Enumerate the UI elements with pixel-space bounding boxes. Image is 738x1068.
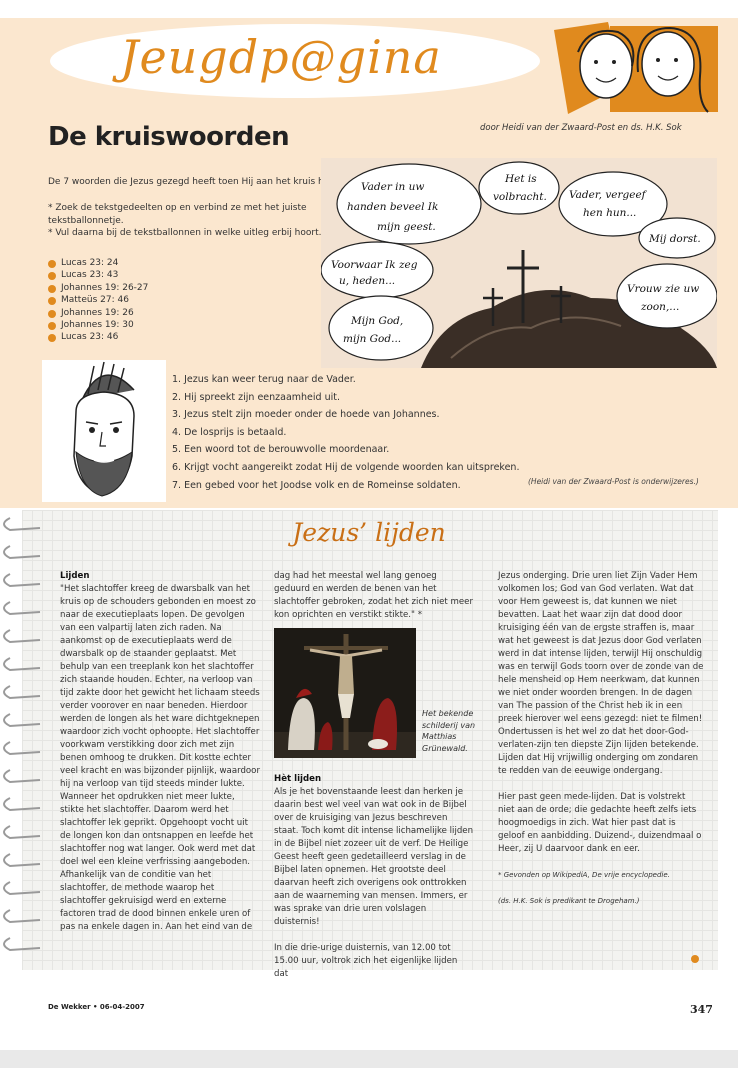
article-paragraph: Als je het bovenstaande leest dan herken je daarin best wel veel van wat ook in de Bijbel over de kruisiging van Jezus beschreven staat. Toch komt dit intense lichamelijke lijden in de Bijbel niet zozeer uit de verf. De Heilige Geest heeft geen gedetailleerd verslag in de Bijbel laten opnemen. Het grootste deel daarvan heeft zich overigens ook onttrokken aan de waarneming van mensen. Immers, er was sprake van drie uren volslagen duisternis! <box>274 787 474 927</box>
list-item: Lucas 23: 43 <box>48 269 148 281</box>
list-item: Johannes 19: 30 <box>48 319 148 331</box>
svg-text:Vader in uw <box>361 181 424 193</box>
bubble-5-line-2: u, heden... <box>339 275 396 287</box>
instruction-2: * Vul daarna bij de tekstballonnen in welke uitleg erbij hoort. <box>48 228 322 238</box>
author-credit-2: (ds. H.K. Sok is predikant te Drogeham.) <box>498 897 640 905</box>
intro-text: De 7 woorden die Jezus gezegd heeft toen Hij aan het kruis hing. <box>48 177 341 187</box>
crucifixion-painting <box>274 628 416 758</box>
article-paragraph: dag had het meestal wel lang genoeg geduurd en werden de benen van het slachtoffer gebroken, zodat het zich niet meer kon oprichten en verstikt stikte." * <box>274 571 473 620</box>
list-item: 5. Een woord tot de berouwvolle moordenaar. <box>172 444 390 456</box>
bubble-5-line-1: Voorwaar Ik zeg <box>331 259 418 271</box>
bubble-2-line-1: Het is <box>505 173 537 185</box>
article-paragraph: Jezus onderging. Drie uren liet Zijn Vader Hem volkomen los; God van God verlaten. Wat dat voor Hem geweest is, dat kunnen we niet bevatten. Laat het waar zijn dat dood door kruisiging één van de ergste straffen is, maar wat het geweest is dat Jezus door God verlaten werd in dat intense lijden, terwijl Hij onschuldig was en terwijl Gods toorn over de zonde van de hele mensheid op Hem neerkwam, dat kunnen we niet onder woorden brengen. In de dagen van The passion of the Christ heb ik in een preek hierover wel eens gezegd: niet te filmen! Ondertussen is het wel zo dat het door-God-verlaten-zijn ten diepste Zijn lijden betekende. Lijden dat Hij vrijwillig onderging om zondaren te redden van de eeuwige ondergang. <box>498 571 704 776</box>
bubble-1-line-2: handen beveel Ik <box>347 201 439 213</box>
list-item: 2. Hij spreekt zijn eenzaamheid uit. <box>172 391 340 403</box>
article-column-3 <box>498 570 704 921</box>
bubble-4-line-1: Mij dorst. <box>649 233 701 245</box>
svg-text:Mij dorst. <box>648 233 701 245</box>
bible-reference-list <box>48 257 148 344</box>
bubble-2-line-2: volbracht. <box>493 191 547 203</box>
svg-text:volbracht. <box>493 191 547 203</box>
source-footnote: * Gevonden op WikipediA, De vrije encyclopedie. <box>498 871 670 879</box>
article-column-1 <box>60 570 260 947</box>
bubble-1-line-3: mijn geest. <box>377 221 436 233</box>
svg-text:mijn God... <box>343 333 401 345</box>
end-mark-dot <box>691 955 699 963</box>
bubble-6-line-2: zoon,... <box>641 301 680 313</box>
svg-text:Vrouw zie uw <box>627 283 699 295</box>
bubble-7-line-2: mijn God... <box>343 333 402 345</box>
list-item: Johannes 19: 26 <box>48 307 148 319</box>
bubble-6-line-1: Vrouw zie uw <box>627 283 700 295</box>
bubble-3-line-2: hen hun... <box>583 207 637 219</box>
page-number: 347 <box>690 1003 713 1016</box>
author-credit: (Heidi van der Zwaard-Post is onderwijzeres.) <box>528 477 699 486</box>
instructions <box>48 202 328 240</box>
byline: door Heidi van der Zwaard-Post en ds. H.K. Sok <box>480 123 682 133</box>
svg-text:Mijn God, <box>350 315 403 327</box>
subheading-het-lijden: Hèt lijden <box>274 774 322 784</box>
instruction-1: * Zoek de tekstgedeelten op en verbind ze met het juiste tekstballonnetje. <box>48 203 307 226</box>
roman-soldier-illustration <box>42 360 166 502</box>
article-paragraph: Hier past geen mede-lijden. Dat is volstrekt niet aan de orde; die gedachte heeft zelfs iets hoogmoedigs in zich. Wat hier past dat is geloof en aanbidding. Duizend-, duizendmaal o Heer, zij U daarvoor dank en eer. <box>498 792 702 854</box>
svg-text:hen hun... <box>583 207 636 219</box>
painting-caption: Het bekende schilderij van Matthias Grünewald. <box>422 709 476 753</box>
svg-text:u, heden... <box>339 275 395 287</box>
list-item: 4. De losprijs is betaald. <box>172 426 287 438</box>
spiral-binding <box>0 510 44 970</box>
svg-text:Het is <box>504 173 537 185</box>
subheading-lijden: Lijden <box>60 571 90 581</box>
crosses-speech-bubbles-illustration <box>321 158 717 368</box>
bottom-band <box>0 1050 738 1068</box>
svg-text:Voorwaar Ik zeg <box>331 259 418 271</box>
bubble-7-line-1: Mijn God, <box>351 315 404 327</box>
bubble-1-line-1: Vader in uw <box>361 181 425 193</box>
list-item: 7. Een gebed voor het Joodse volk en de Romeinse soldaten. <box>172 479 461 491</box>
list-item: 1. Jezus kan weer terug naar de Vader. <box>172 374 356 385</box>
list-item: Johannes 19: 26-27 <box>48 282 148 294</box>
bubble-3-line-1: Vader, vergeef <box>569 189 646 201</box>
list-item: Lucas 23: 46 <box>48 331 148 343</box>
article-paragraph: "Het slachtoffer kreeg de dwarsbalk van het kruis op de schouders gebonden en moest zo naar de executieplaats lopen. De gevolgen van een valpartij laten zich raden. Na aankomst op de executieplaats werd de dwarsbalk op de staander geplaatst. Met behulp van een treeplank kon het slachtoffer zich staande houden. Echter, na verloop van tijd zakte door het gewicht het lichaam steeds verder voorover en naar beneden. Hierdoor werden de longen als het ware dichtgeknepen waardoor zich vocht ophoopte. Het slachtoffer voorkwam verstikking door zich met zijn benen omhoog te drukken. Dit kostte echter veel kracht en was bijzonder pijnlijk, waardoor hij na verloop van tijd steeds minder lukte. Wanneer het opdrukken niet meer lukte, stikte het slachtoffer. Daarom werd het slachtoffer lek geprikt. Opgehoopt vocht uit de longen kon dan ontsnappen en leefde het slachtoffer nog wat langer. Ook werd met dat doel wel een kleine verfrissing aangeboden. Afhankelijk van de conditie van het slachtoffer, de methode waarop het slachtoffer gekruisigd werd en externe factoren trad de dood binnen enkele uren of pas na enkele dagen in. Aan het eind van de <box>60 584 260 932</box>
list-item: Lucas 23: 24 <box>48 257 148 269</box>
masthead-title: Jeugdp@gina <box>120 30 442 84</box>
footer-publication: De Wekker • 06-04-2007 <box>48 1003 145 1011</box>
authors-portrait-illustration <box>548 22 720 114</box>
svg-text:zoon,... <box>640 301 679 313</box>
svg-text:Vader, vergeef <box>569 189 648 201</box>
section-heading-jezus-lijden: Jezus’ lijden <box>292 518 446 547</box>
svg-text:mijn geest. <box>377 221 436 233</box>
article-paragraph: In die drie-urige duisternis, van 12.00 tot 15.00 uur, voltrok zich het eigenlijke lijden dat <box>274 943 458 979</box>
article-column-2-lower <box>274 773 474 994</box>
article-column-2 <box>274 570 474 635</box>
list-item: 6. Krijgt vocht aangereikt zodat Hij de volgende woorden kan uitspreken. <box>172 461 520 473</box>
list-item: Matteüs 27: 46 <box>48 294 148 306</box>
svg-text:handen beveel Ik <box>347 201 438 213</box>
section-heading-kruiswoorden: De kruiswoorden <box>48 122 290 152</box>
explanation-list <box>172 371 519 494</box>
list-item: 3. Jezus stelt zijn moeder onder de hoede van Johannes. <box>172 409 440 421</box>
